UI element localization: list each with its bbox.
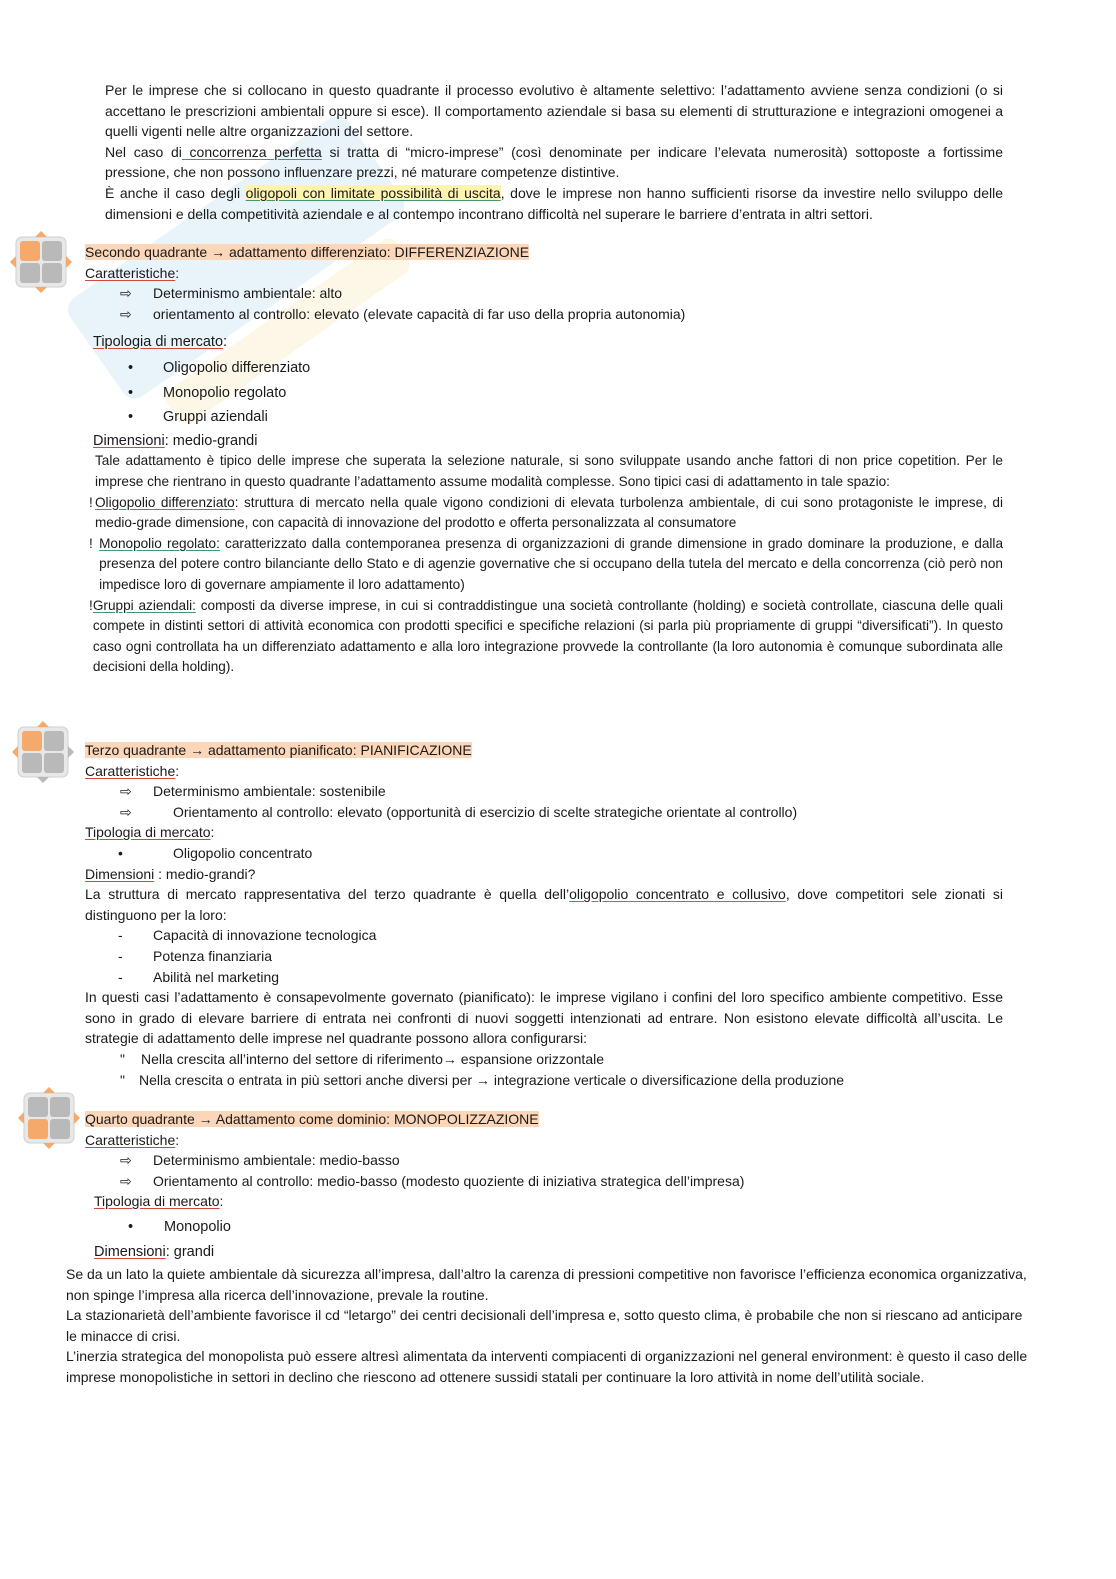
dimensions-label: Dimensioni <box>93 432 165 449</box>
oligopolio-link: oligopolio concentrato e collusivo <box>569 886 786 903</box>
arrow-icon: ⇨ <box>120 783 132 800</box>
case-term: Gruppi aziendali: <box>92 597 196 613</box>
quadrant-3-description: La struttura di mercato rappresentativa del terzo quadrante è quella dell’oligopolio concentrato e collusivo, dove competitori sele zionati si distinguono per la loro: <box>85 886 1003 923</box>
bullet-icon: • <box>118 844 123 861</box>
characteristic-item: ⇨ Determinismo ambientale: sostenibile <box>120 781 1005 802</box>
quadrant-3-icon <box>12 721 74 783</box>
oligopoli-link: oligopoli con limitate possibilità di uscita <box>245 184 501 201</box>
intro-paragraph-1: Per le imprese che si collocano in questo quadrante il processo evolutivo è altamente selettivo: l’adattamento avviene senza condizioni (o si accettano le prescrizioni ambientali oppure si esce). Il comportamento aziendale si basa su elementi di strutturazione e integrazioni omogenei a quelli vigenti nelle altre organizzazioni del settore. <box>105 82 1003 140</box>
characteristic-item: ⇨ orientamento al controllo: elevato (elevate capacità di far uso della propria autonomia) <box>120 304 1005 325</box>
case-term: Oligopolio differenziato <box>94 494 235 510</box>
quadrant-4-paragraph-3: L’inerzia strategica del monopolista può essere altresì alimentata da interventi compiacenti di organizzazioni nel general environment: è questo il caso delle imprese monopolistiche in settori in declino che riescono ad ottenere sussidi statali per continuare la loro attività in nome dell’utilità sociale. <box>66 1348 1028 1385</box>
market-item: • Monopolio <box>128 1217 1005 1238</box>
capability-item: - Potenza finanziaria <box>118 947 273 964</box>
strategy-item: " Nella crescita all’interno del settore di riferimento→ espansione orizzontale <box>120 1050 605 1067</box>
quadrant-4-description <box>66 1264 1032 1388</box>
market-type-label: Tipologia di mercato <box>94 1193 220 1210</box>
quadrant-3-title: Terzo quadrante → adattamento pianificato: PIANIFICAZIONE <box>85 742 472 758</box>
arrow-icon: ⇨ <box>120 803 132 820</box>
dimensions-label: Dimensioni <box>94 1243 166 1260</box>
dimensions-label: Dimensioni <box>85 865 155 882</box>
characteristic-item: ⇨ Orientamento al controllo: medio-basso (modesto quoziente di iniziativa strategica dell’impresa) <box>120 1171 1005 1192</box>
market-type-label: Tipologia di mercato <box>93 334 224 351</box>
concorrenza-perfetta-link: concorrenza perfetta <box>181 143 322 160</box>
bullet-icon: • <box>128 1218 134 1235</box>
quadrant-4-icon <box>18 1087 80 1149</box>
characteristic-item: ⇨ Orientamento al controllo: elevato (opportunità di esercizio di scelte strategiche orientate al controllo) <box>120 802 1005 823</box>
characteristics-label: Caratteristiche <box>85 762 176 779</box>
quadrant-3-description-2: In questi casi l’adattamento è consapevolmente governato (pianificato): le imprese vigilano i confini del loro specifico ambiente competitivo. Esse sono in grado di elevare barriere di entrata nei confronti di nuovi soggetti intenzionati ad entrare. Non esistono elevate difficoltà all’uscita. Le strategie di adattamento delle imprese nel quadrante possono allora configurarsi: <box>85 989 1003 1047</box>
case-item: ! Oligopolio differenziato: struttura di mercato nella quale vigono condizioni di elevata turbolenza ambientale, di cui sono protagoniste le imprese, di medio-grade dimensione, con capacità di innovazione del prodotto e offerta personalizzata al consumatore <box>89 494 1004 531</box>
intro-paragraph-3: È anche il caso degli oligopoli con limitate possibilità di uscita, dove le imprese non hanno sufficienti risorse da investire nello sviluppo delle dimensioni e della competitività aziendale e al contempo incontrano difficoltà nel superare le barriere d’entrata in altri settori. <box>105 184 1003 222</box>
case-item: ! Monopolio regolato: caratterizzato dalla contemporanea presenza di organizzazioni di grande dimensione in grado dominare la produzione, e dalla presenza del potere contro bilanciante dello Stato e di agenzie governative che si occupano della tutela del mercato e della concorrenza (ciò però non impedisce loro di governare ampiamente il loro adattamento) <box>89 535 1004 592</box>
arrow-icon: ⇨ <box>120 305 132 322</box>
intro-paragraph-2: Nel caso di concorrenza perfetta si tratta di “micro-imprese” (così denominate per indicare l’elevata numerosità) sottoposte a fortissime pressione, che non possono influenzare prezzi, né maturare competenze distintive. <box>105 143 1003 181</box>
capability-item: - Abilità nel marketing <box>118 968 280 985</box>
bullet-icon: • <box>128 359 134 376</box>
market-type-label: Tipologia di mercato <box>85 824 211 841</box>
market-item: • Oligopolio concentrato <box>118 843 1005 864</box>
characteristic-item: ⇨ Determinismo ambientale: medio-basso <box>120 1150 1005 1171</box>
characteristic-item: ⇨ Determinismo ambientale: alto <box>120 283 1005 304</box>
bullet-icon: • <box>128 384 134 401</box>
bullet-icon: • <box>128 409 134 426</box>
market-item: • Oligopolio differenziato <box>128 358 1005 379</box>
arrow-icon: ⇨ <box>120 285 132 302</box>
case-item: ! Gruppi aziendali: composti da diverse imprese, in cui si contraddistingue una società controllante (holding) e società controllate, ciascuna delle quali compete in distinti settori di attività economica con prodotti specifici e specifiche relazioni (si parla più propriamente di gruppi “diversificati”). In questo caso ogni controllata ha un differenziato adattamento e alla loro integrazione provvede la controllante (la loro autonomia è comunque subordinata alle decisioni della holding). <box>89 597 1004 675</box>
quadrant-2-title: Secondo quadrante → adattamento differenziato: DIFFERENZIAZIONE <box>85 244 530 260</box>
intro-section <box>105 80 1003 224</box>
quadrant-4-section: Quarto quadrante → Adattamento come dominio: MONOPOLIZZAZIONE Caratteristiche: ⇨ Determinismo ambientale: medio-basso ⇨ Orientamento al controllo: medio-basso (modesto quoziente di iniziativa strategica dell’impresa) Tipologia di mercato: • Monopolio Dimensioni: grandi <box>85 1109 1005 1262</box>
quadrant-4-paragraph-1: Se da un lato la quiete ambientale dà sicurezza all’impresa, dall’altro la carenza di pressioni competitive non favorisce l’efficienza economica organizzativa, non spinge l’impresa alla ricerca dell’innovazione, prevale la routine. <box>66 1266 1027 1303</box>
market-item: • Gruppi aziendali <box>128 407 1005 428</box>
dimensions-value: : grandi <box>165 1243 215 1260</box>
characteristics-label: Caratteristiche <box>85 264 176 281</box>
quadrant-2-description: Tale adattamento è tipico delle imprese che superata la selezione naturale, si sono sviluppate usando anche fattori di non price copetition. Per le imprese che rientrano in questo quadrante l’adattamento assume modalità complesse. Sono tipici casi di adattamento in tale spazio: <box>95 453 1003 489</box>
strategy-item: " Nella crescita o entrata in più settori anche diversi per → integrazione verticale o diversificazione della produzione <box>120 1071 845 1088</box>
case-term: Monopolio regolato: <box>99 535 220 551</box>
characteristics-label: Caratteristiche <box>85 1131 176 1148</box>
quadrant-4-title: Quarto quadrante → Adattamento come dominio: MONOPOLIZZAZIONE <box>85 1111 539 1127</box>
dimensions-value: : medio-grandi <box>164 432 258 449</box>
quadrant-2-section: Secondo quadrante → adattamento differenziato: DIFFERENZIAZIONE Caratteristiche: ⇨ Determinismo ambientale: alto ⇨ orientamento al controllo: elevato (elevate capacità di far uso della propria autonomia) Tipologia di mercato: • Oligopolio differenziato • Monopolio regolato • Gruppi aziendali Dimensioni: medio-grandi Tale adattamento è tipico delle imprese che superata la selezione naturale, si sono sviluppate usando anche fattori di non price copetition. Per le imprese che rientrano in questo quadrante l’adattamento assume modalità complesse. Sono tipici casi di adattamento in tale spazio: ! Oligopolio differenziato: struttura di mercato nella quale vigono condizioni di elevata turbolenza ambientale, di cui sono protagoniste le imprese, di medio-grade dimensione, con capacità di innovazione del prodotto e offerta personalizzata al consumatore ! Monopolio regolato: caratterizzato dalla contemporanea presenza di organizzazioni di grande dimensione in grado dominare la produzione, e dalla presenza del potere contro bilanciante dello Stato e di agenzie governative che si occupano della tutela del mercato e della concorrenza (ciò però non impedisce loro di governare ampiamente il loro adattamento) ! Gruppi aziendali: composti da diverse imprese, in cui si contraddistingue una società controllante (holding) e società controllate, ciascuna delle quali compete in distinti settori di attività economica con prodotti specifici e specifiche relazioni (si parla più propriamente di gruppi “diversificati”). In questo caso ogni controllata ha un differenziato adattamento e alla loro integrazione provvede la controllante (la loro autonomia è comunque subordinata alle decisioni della holding). <box>85 242 1005 678</box>
arrow-icon: ⇨ <box>120 1152 132 1169</box>
arrow-icon: ⇨ <box>120 1172 132 1189</box>
capability-item: - Capacità di innovazione tecnologica <box>118 927 377 944</box>
quadrant-2-icon <box>10 231 72 293</box>
quadrant-4-paragraph-2: La stazionarietà dell’ambiente favorisce il cd “letargo” dei centri decisionali dell’impresa e, sotto questo clima, è probabile che non si riescano ad anticipare le minacce di crisi. <box>66 1307 1023 1344</box>
quadrant-3-section: Terzo quadrante → adattamento pianificato: PIANIFICAZIONE Caratteristiche: ⇨ Determinismo ambientale: sostenibile ⇨ Orientamento al controllo: elevato (opportunità di esercizio di scelte strategiche orientate al controllo) Tipologia di mercato: • Oligopolio concentrato Dimensioni : medio-grandi? La struttura di mercato rappresentativa del terzo quadrante è quella dell’oligopolio concentrato e collusivo, dove competitori sele zionati si distinguono per la loro: - Capacità di innovazione tecnologica - Potenza finanziaria - Abilità nel marketing In questi casi l’adattamento è consapevolmente governato (pianificato): le imprese vigilano i confini del loro specifico ambiente competitivo. Esse sono in grado di elevare barriere di entrata nei confronti di nuovi soggetti intenzionati ad entrare. Non esistono elevate difficoltà all’uscita. Le strategie di adattamento delle imprese nel quadrante possono allora configurarsi: " Nella crescita all’interno del settore di riferimento→ espansione orizzontale " Nella crescita o entrata in più settori anche diversi per → integrazione verticale o diversificazione della produzione <box>85 740 1005 1090</box>
dimensions-value: : medio-grandi? <box>154 865 256 882</box>
market-item: • Monopolio regolato <box>128 383 1005 404</box>
